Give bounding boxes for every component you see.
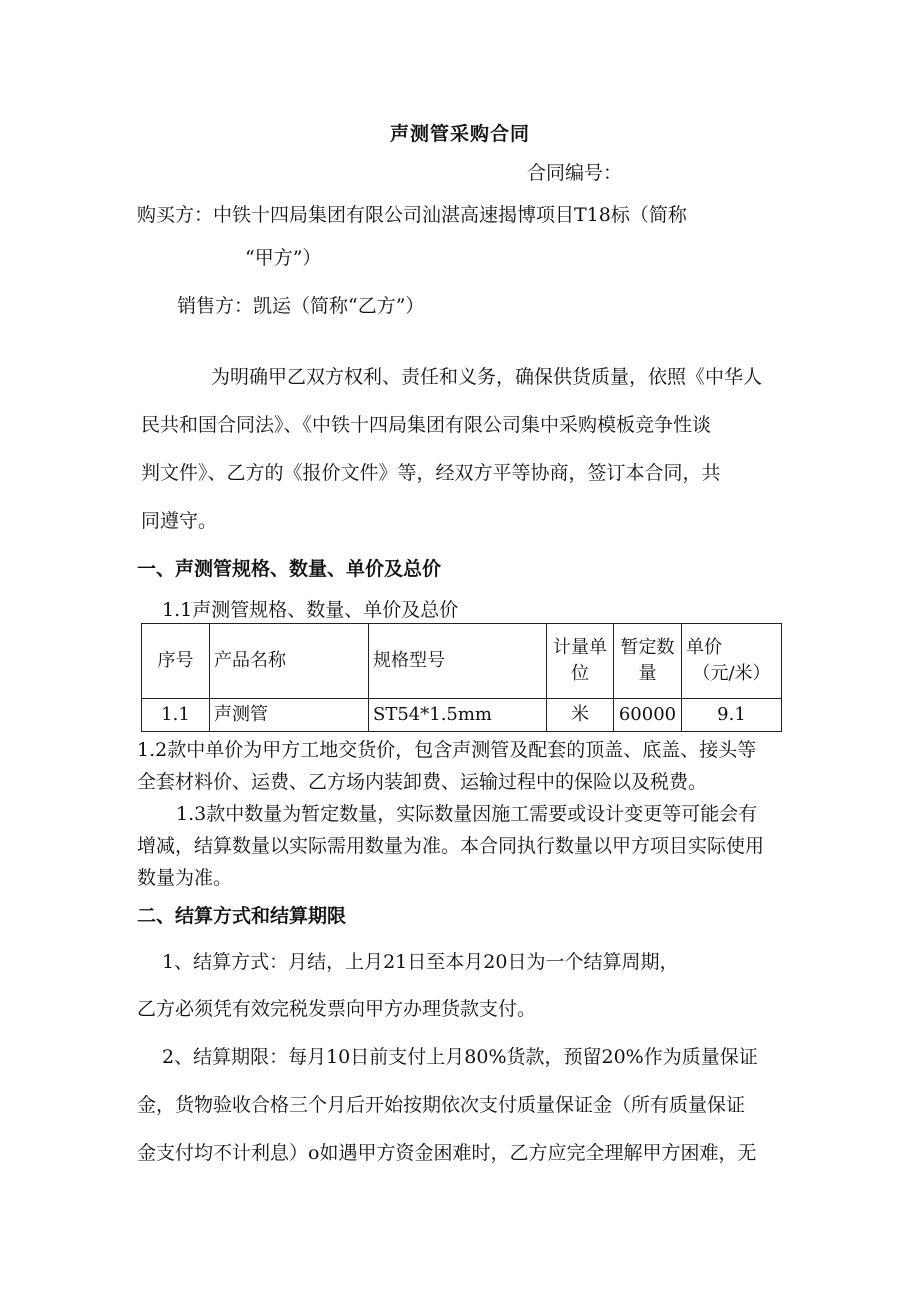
preamble-line-4: 同遵守。 xyxy=(141,510,218,532)
settlement-method-line-2: 乙方必须凭有效完税发票向甲方办理货款支付。 xyxy=(137,998,537,1020)
header-price-line-2: （元/米） xyxy=(692,663,771,684)
cell-product-name: 声测管 xyxy=(210,699,369,732)
header-product-name: 产品名称 xyxy=(210,624,369,699)
preamble-line-1: 为明确甲乙双方权利、责任和义务，确保供货质量，依照《中华人 xyxy=(211,366,763,388)
buyer-line-1: 购买方：中铁十四局集团有限公司汕湛高速揭博项目T18标（简称 xyxy=(137,204,687,226)
header-unit xyxy=(547,624,614,699)
header-quantity-line-2: 量 xyxy=(638,663,657,684)
preamble-line-3: 判文件》、乙方的《报价文件》等，经双方平等协商，签订本合同，共 xyxy=(141,462,721,484)
clause-1-2-line-1: 1.2款中单价为甲方工地交货价，包含声测管及配套的顶盖、底盖、接头等 xyxy=(137,739,757,761)
settlement-term-line-3: 金支付均不计利息）o如遇甲方资金困难时，乙方应完全理解甲方困难，无 xyxy=(137,1142,757,1164)
buyer-line-2: “甲方”） xyxy=(245,247,322,269)
table-row xyxy=(142,699,782,732)
section-1-heading: 一、声测管规格、数量、单价及总价 xyxy=(137,558,442,580)
header-model: 规格型号 xyxy=(369,624,547,699)
table-header-row xyxy=(142,624,782,699)
settlement-term-line-2: 金，货物验收合格三个月后开始按期依次支付质量保证金（所有质量保证 xyxy=(137,1094,746,1116)
preamble-line-2: 民共和国合同法》、《中铁十四局集团有限公司集中采购模板竞争性谈 xyxy=(141,414,712,436)
header-quantity xyxy=(614,624,682,699)
cell-quantity: 60000 xyxy=(614,699,682,732)
document-title: 声测管采购合同 xyxy=(389,123,530,145)
header-seq: 序号 xyxy=(142,624,210,699)
header-unit-price xyxy=(682,624,782,699)
header-unit-line-2: 位 xyxy=(571,663,589,684)
cell-seq: 1.1 xyxy=(142,699,210,732)
seller-line: 销售方：凯运（简称“乙方”） xyxy=(177,295,425,317)
clause-1-3-line-2: 增减，结算数量以实际需用数量为准。本合同执行数量以甲方项目实际使用 xyxy=(137,835,765,857)
clause-1-3-line-3: 数量为准。 xyxy=(137,867,233,889)
cell-model: ST54*1.5mm xyxy=(369,699,547,732)
settlement-method-line-1: 1、结算方式：月结，上月21日至本月20日为一个结算周期， xyxy=(162,951,679,973)
spec-table xyxy=(141,623,782,732)
header-quantity-line-1: 暂定数 xyxy=(620,637,675,658)
section-1-subheading: 1.1声测管规格、数量、单价及总价 xyxy=(162,599,459,621)
section-2-heading: 二、结算方式和结算期限 xyxy=(137,905,347,927)
clause-1-3-line-1: 1.3款中数量为暂定数量，实际数量因施工需要或设计变更等可能会有 xyxy=(176,803,758,825)
cell-unit: 米 xyxy=(547,699,614,732)
cell-unit-price: 9.1 xyxy=(682,699,782,732)
settlement-term-line-1: 2、结算期限：每月10日前支付上月80%货款，预留20%作为质量保证 xyxy=(162,1046,758,1068)
header-price-line-1: 单价 xyxy=(686,637,722,658)
header-unit-line-1: 计量单 xyxy=(553,637,607,658)
contract-number-label: 合同编号： xyxy=(527,162,623,184)
clause-1-2-line-2: 全套材料价、运费、乙方场内装卸费、运输过程中的保险以及税费。 xyxy=(137,771,708,793)
